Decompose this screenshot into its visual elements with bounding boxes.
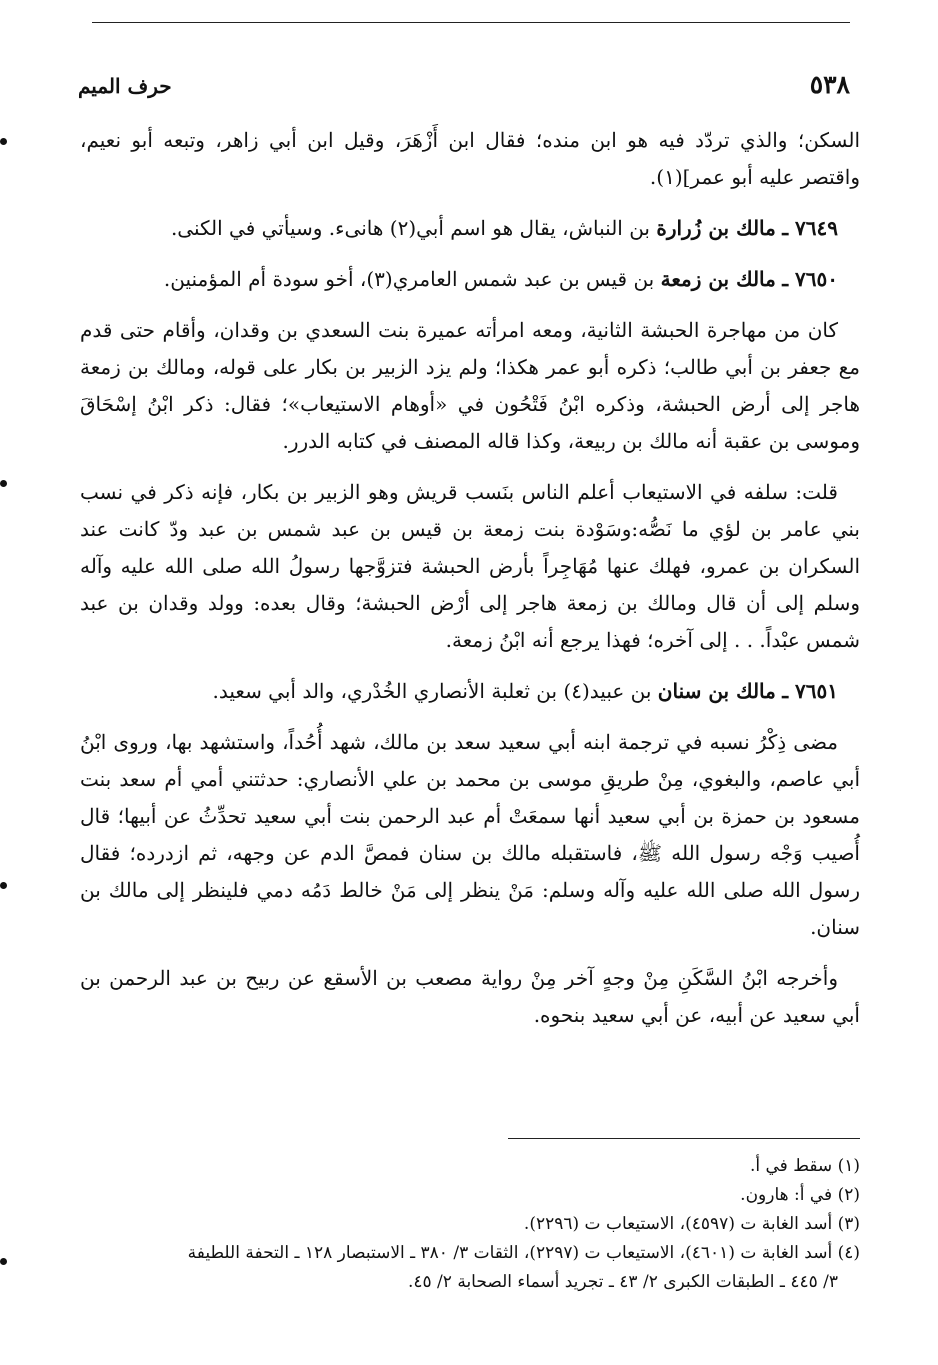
paragraph: مضى ذِكْرُ نسبه في ترجمة ابنه أبي سعيد سعد بن مالك، شهد أُحُداً، واستشهد بها، وروى ابْنُ أبي عاصم، والبغوي، مِنْ طريقِ موسى بن محمد بن علي الأنصاري: حدثتني أمي أم سعد بنت مسعود بن حمزة بن أبي سعيد أنها سمعَتْ أم عبد الرحمن بنت أبي سعيد تحدِّثُ عن أبيها؛ قال أُصيب وَجْه رسول الله ﷺ، فاستقبله مالك بن سنان فمصَّ الدم عن وجهه، ثم ازدرده؛ فقال رسول الله صلى الله عليه وآله وسلم: مَنْ ينظر إلى مَنْ خالط دَمُه دمي فلينظر إلى مالك بن سنان. (80, 730, 860, 939)
footnote-rule (508, 1138, 860, 1139)
entry-text: بن عبيد(٤) بن ثعلبة الأنصاري الخُدْري، والد أبي سعيد. (212, 679, 652, 703)
paragraph: السكن؛ والذي تردّد فيه هو ابن منده؛ فقال ابن أَزْهَرَ، وقيل ابن أبي زاهر، وتبعه أبو نعيم، واقتصر عليه أبو عمر](١). (80, 128, 860, 189)
entry-7650 (80, 261, 860, 298)
page-number: ٥٣٨ (809, 70, 850, 99)
margin-mark (0, 1258, 7, 1265)
entry-number: ٧٦٥٠ ـ (782, 267, 838, 291)
entry-7649 (80, 210, 860, 247)
main-text (80, 122, 860, 1048)
header-rule (92, 22, 850, 23)
margin-mark (0, 480, 7, 487)
entry-text: بن قيس بن عبد شمس العامري(٣)، أخو سودة أم المؤمنين. (163, 267, 655, 291)
entry-text: بن النباش، يقال هو اسم أبي(٢) هانىء. وسيأتي في الكنى. (170, 216, 650, 240)
footnote: (١) سقط في أ. (749, 1156, 860, 1176)
entry-name: مالك بن زمعة (660, 267, 776, 291)
entry-number: ٧٦٤٩ ـ (782, 216, 838, 240)
running-title: حرف الميم (78, 74, 172, 98)
footnote: (٤) أسد الغابة ت (٤٦٠١)، الاستيعاب ت (٢٢٩٧)، الثقات ٣/ ٣٨٠ ـ الاستبصار ١٢٨ ـ التحفة اللطيفة (187, 1243, 860, 1263)
page-header (78, 70, 850, 104)
footnote: (٣) أسد الغابة ت (٤٥٩٧)، الاستيعاب ت (٢٢٩٦). (523, 1214, 860, 1234)
margin-mark (0, 138, 7, 145)
entry-number: ٧٦٥١ ـ (782, 679, 838, 703)
paragraph: كان من مهاجرة الحبشة الثانية، ومعه امرأته عميرة بنت السعدي بن وقدان، وأقام حتى قدم مع جعفر بن أبي طالب؛ ذكره أبو عمر هكذا؛ ولم يزد الزبير بن بكار على قوله، ومالك بن زمعة هاجر إلى أرض الحبشة، وذكره ابْنُ فَتْحُون في «أوهام الاستيعاب»؛ فقال: ذكر ابْنُ إسْحَاقَ وموسى بن عقبة أنه مالك بن ربيعة، وكذا قاله المصنف في كتابه الدرر. (80, 318, 860, 453)
entry-name: مالك بن سنان (657, 679, 776, 703)
footnotes (78, 1152, 860, 1297)
paragraph: وأخرجه ابْنُ السَّكَنِ مِنْ وجهٍ آخر مِنْ رواية مصعب بن الأسقع عن ربيح بن عبد الرحمن بن أبي سعيد عن أبيه، عن أبي سعيد بنحوه. (80, 966, 860, 1027)
margin-mark (0, 882, 7, 889)
entry-7651 (80, 673, 860, 710)
entry-name: مالك بن زُرارة (656, 216, 776, 240)
footnote: (٢) في أ: هارون. (740, 1185, 860, 1205)
paragraph: قلت: سلفه في الاستيعاب أعلم الناس بنَسب قريش وهو الزبير بن بكار، فإنه ذكر في نسب بني عامر بن لؤي ما نَصُّه:وسَوْدة بنت زمعة بن قيس بن عبد شمس بن عبد ودّ كانت عند السكران بن عمرو، فهلك عنها مُهَاجِراً بأرض الحبشة فتزوَّجها رسولُ الله صلى الله عليه وآله وسلم إلى أن قال ومالك بن زمعة هاجر إلى أرْض الحبشة؛ وقال بعده: وولد وقدان بن عبد شمس عبْداً. . . إلى آخره؛ فهذا يرجع أنه ابْنُ زمعة. (80, 480, 860, 652)
footnote-continuation: ٣/ ٤٤٥ ـ الطبقات الكبرى ٢/ ٤٣ ـ تجريد أسماء الصحابة ٢/ ٤٥. (407, 1272, 838, 1292)
